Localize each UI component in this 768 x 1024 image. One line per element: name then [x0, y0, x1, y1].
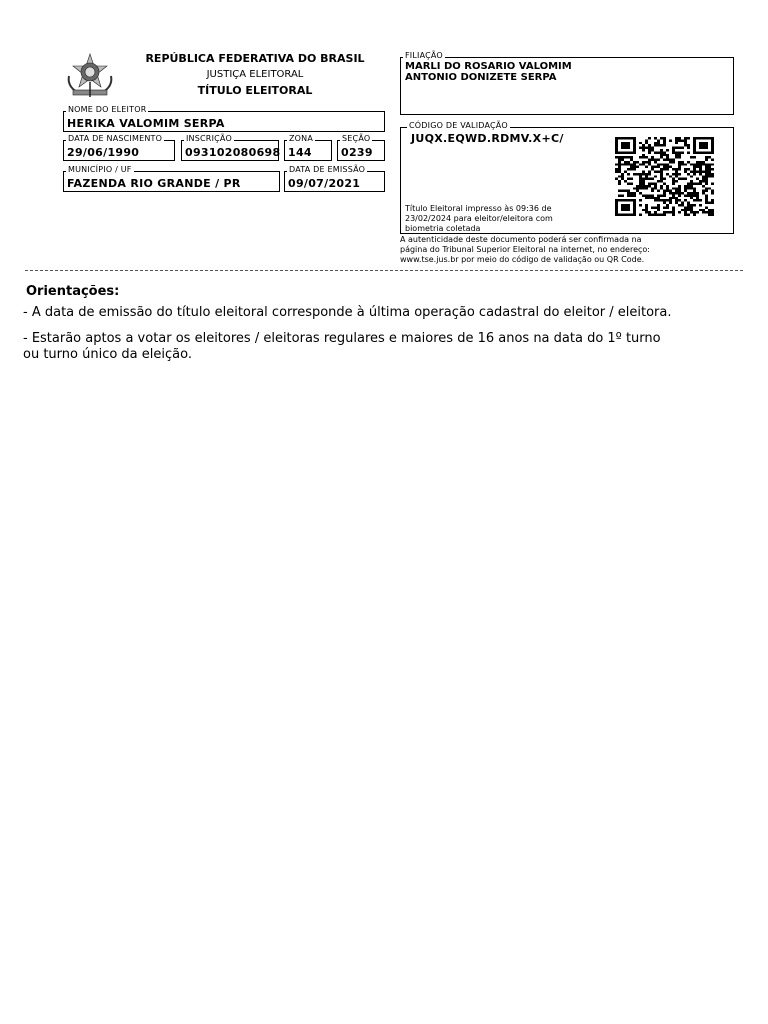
validation-code: JUQX.EQWD.RDMV.X+C/ — [411, 132, 564, 145]
page-title: TÍTULO ELEITORAL — [197, 84, 313, 97]
inscription-label: INSCRIÇÃO — [186, 134, 232, 143]
birth-date-label: DATA DE NASCIMENTO — [68, 134, 163, 143]
parent-1: MARLI DO ROSARIO VALOMIM — [405, 61, 572, 72]
validation-label: CÓDIGO DE VALIDAÇÃO — [409, 121, 508, 130]
orientation-item-1: - A data de emissão do título eleitoral corresponde à última operação cadastral do eleitor / eleitora. — [23, 305, 672, 320]
inscription-number: 093102080698 — [185, 146, 281, 159]
city-uf: FAZENDA RIO GRANDE / PR — [67, 177, 241, 190]
section-label: SEÇÃO — [342, 134, 371, 143]
authenticity-note — [400, 235, 650, 265]
orientation-item-2-line-2: ou turno único da eleição. — [23, 347, 192, 362]
birth-date: 29/06/1990 — [67, 146, 140, 159]
coat-of-arms-icon — [63, 52, 117, 98]
printed-note-line-1: Título Eleitoral impresso às 09:36 de — [405, 204, 552, 213]
voter-name: HERIKA VALOMIM SERPA — [67, 117, 225, 130]
zone-label: ZONA — [289, 134, 314, 143]
orientation-item-2 — [23, 331, 661, 363]
printed-note-line-3: biometria coletada — [405, 224, 481, 233]
filiation-box — [400, 51, 734, 115]
filiation-label: FILIAÇÃO — [405, 51, 443, 60]
city-label: MUNICÍPIO / UF — [68, 165, 132, 174]
authenticity-line-3: www.tse.jus.br por meio do código de validação ou QR Code. — [400, 255, 645, 264]
zone-number: 144 — [288, 146, 312, 159]
section-number: 0239 — [341, 146, 373, 159]
voter-name-label: NOME DO ELEITOR — [68, 105, 147, 114]
authenticity-line-1: A autenticidade deste documento poderá ser confirmada na — [400, 235, 642, 244]
printed-note — [405, 204, 553, 234]
qr-code — [615, 137, 714, 216]
birth-date-box — [63, 134, 175, 161]
issue-date-box — [284, 165, 385, 192]
orientations-title: Orientações: — [26, 284, 120, 299]
header-republic: REPÚBLICA FEDERATIVA DO BRASIL — [145, 52, 365, 65]
city-box — [63, 165, 280, 192]
inscription-box — [181, 134, 281, 161]
cut-line-divider — [25, 270, 743, 271]
parent-2: ANTONIO DONIZETE SERPA — [405, 72, 557, 83]
printed-note-line-2: 23/02/2024 para eleitor/eleitora com — [405, 214, 553, 223]
voter-name-box — [63, 105, 385, 132]
issue-date-label: DATA DE EMISSÃO — [289, 165, 366, 174]
issue-date: 09/07/2021 — [288, 177, 361, 190]
zone-box — [284, 134, 332, 161]
header-justice: JUSTIÇA ELEITORAL — [206, 69, 304, 80]
orientation-item-2-line-1: - Estarão aptos a votar os eleitores / eleitoras regulares e maiores de 16 anos na data do 1º turno — [23, 331, 661, 346]
authenticity-line-2: página do Tribunal Superior Eleitoral na internet, no endereço: — [400, 245, 650, 254]
validation-box — [400, 121, 734, 234]
section-box — [337, 134, 385, 161]
